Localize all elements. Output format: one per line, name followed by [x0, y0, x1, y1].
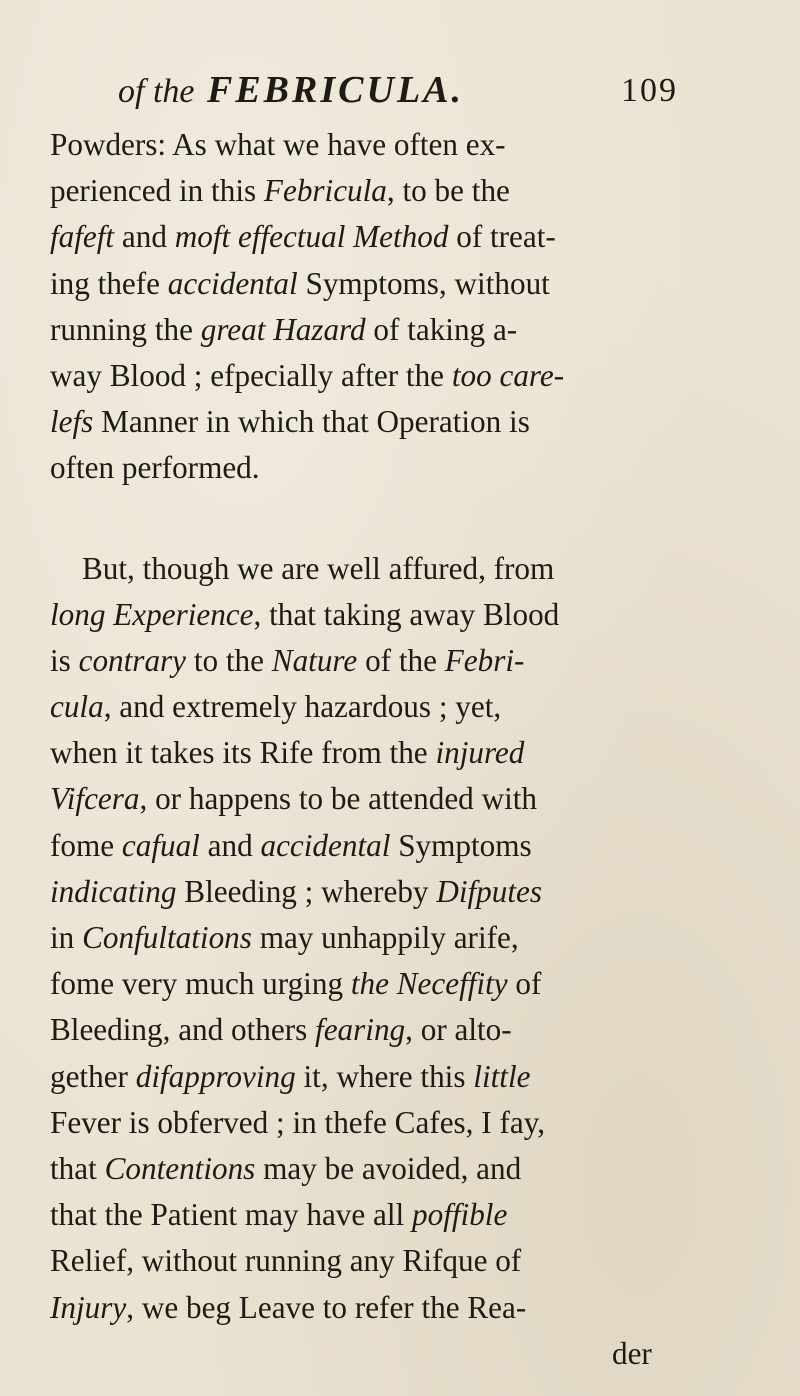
text-segment: Manner in which that Operation is	[93, 404, 530, 440]
text-segment: gether	[50, 1058, 136, 1094]
text-line	[50, 546, 682, 592]
italic-text: injured	[435, 735, 525, 771]
text-segment: Symptoms, without	[297, 265, 550, 301]
italic-text: Difputes	[436, 873, 542, 909]
text-segment	[230, 219, 238, 254]
text-line	[50, 1054, 682, 1100]
italic-text: fafeft	[50, 219, 115, 255]
text-line	[50, 961, 682, 1007]
text-line	[50, 1007, 682, 1053]
italic-text: Confultations	[82, 920, 252, 955]
page-header	[118, 68, 678, 124]
italic-text: contrary	[78, 642, 187, 678]
text-line	[50, 1285, 682, 1331]
text-segment: ing thefe	[50, 265, 168, 301]
text-line	[50, 353, 682, 399]
text-segment: is	[50, 642, 79, 678]
text-segment: in	[50, 920, 83, 955]
text-line	[50, 445, 682, 491]
italic-text: poffible	[412, 1197, 508, 1233]
text-line	[50, 122, 682, 168]
paragraph-gap	[50, 492, 682, 546]
italic-text: Febricula	[263, 173, 387, 209]
italic-text: Nature	[271, 642, 358, 678]
italic-text: Vifcera	[50, 781, 140, 817]
italic-text: great Hazard	[200, 311, 366, 347]
text-segment: , or alto-	[405, 1012, 512, 1048]
italic-text: fearing	[315, 1012, 406, 1048]
text-segment: that	[50, 1150, 105, 1186]
catchword: der	[612, 1335, 652, 1371]
text-line	[50, 214, 682, 260]
text-segment: , and extremely hazardous ; yet,	[103, 689, 502, 725]
text-line	[50, 915, 682, 961]
text-segment: But, though we are well affured, from	[82, 550, 555, 586]
running-head-prefix: of the	[118, 73, 195, 110]
italic-text: moft	[174, 219, 231, 255]
italic-text: indicating	[50, 873, 177, 909]
text-line	[50, 168, 682, 214]
text-line	[50, 1192, 682, 1238]
text-segment: and	[199, 827, 261, 863]
text-segment: of treat-	[448, 219, 556, 255]
text-segment: perienced in this	[50, 173, 264, 209]
italic-text: long Experience	[50, 596, 254, 632]
italic-text: Injury	[50, 1289, 127, 1325]
text-segment: of	[507, 966, 542, 1002]
running-head	[118, 68, 464, 112]
italic-text: accidental	[260, 827, 391, 863]
italic-text: cafual	[121, 827, 200, 863]
text-segment: way Blood ; efpecially after the	[50, 357, 452, 393]
text-segment: to the	[186, 642, 272, 678]
italic-text: cula	[50, 689, 104, 725]
italic-text: lefs	[50, 404, 94, 440]
body-text	[50, 122, 682, 1377]
text-segment: it, where this	[295, 1058, 474, 1094]
text-segment: when it takes its Rife from the	[50, 735, 436, 771]
text-line	[50, 1146, 682, 1192]
text-line	[50, 261, 682, 307]
text-segment: that the Patient may have all	[50, 1197, 413, 1233]
text-segment: of the	[357, 642, 445, 678]
text-segment: Bleeding ; whereby	[176, 873, 437, 909]
italic-text: little	[473, 1058, 531, 1094]
text-segment: Relief, without running any Rifque of	[50, 1243, 522, 1279]
text-line	[50, 592, 682, 638]
text-line	[50, 823, 682, 869]
text-segment: may unhappily arife,	[251, 920, 519, 955]
paragraph-2	[50, 546, 682, 1331]
text-segment: Bleeding, and others	[50, 1012, 316, 1048]
text-segment: Symptoms	[390, 827, 532, 863]
text-segment: Powders: As what we have often ex-	[50, 127, 506, 162]
italic-text: the Neceffity	[350, 966, 508, 1002]
text-segment: often performed.	[50, 450, 260, 486]
text-segment: fome	[50, 827, 122, 863]
italic-text: accidental	[167, 265, 298, 301]
italic-text: Contentions	[104, 1150, 256, 1186]
page-number: 109	[621, 72, 678, 109]
text-line	[50, 638, 682, 684]
text-segment: , that taking away Blood	[253, 596, 560, 632]
text-line	[50, 730, 682, 776]
text-segment: fome very much urging	[50, 966, 351, 1002]
text-line	[50, 1238, 682, 1284]
italic-text: effectual Method	[237, 219, 449, 255]
text-line	[50, 307, 682, 353]
text-segment: , or happens to be attended with	[139, 781, 538, 817]
text-segment: and	[114, 219, 175, 255]
text-line	[50, 399, 682, 445]
italic-text: difapproving	[135, 1058, 296, 1094]
running-head-title: FEBRICULA.	[206, 69, 465, 111]
italic-text: too care-	[451, 357, 565, 393]
text-segment: of taking a-	[365, 311, 518, 347]
text-segment: running the	[50, 311, 201, 347]
text-line	[50, 1100, 682, 1146]
italic-text: Febri-	[444, 642, 525, 678]
text-segment: , we beg Leave to refer the Rea-	[126, 1289, 527, 1325]
paragraph-1	[50, 122, 682, 492]
text-line	[50, 776, 682, 822]
text-segment: , to be the	[386, 173, 510, 209]
text-line	[50, 684, 682, 730]
text-line	[50, 869, 682, 915]
text-segment: may be avoided, and	[255, 1150, 522, 1186]
text-segment: Fever is obferved ; in thefe Cafes, I fay,	[50, 1104, 546, 1140]
